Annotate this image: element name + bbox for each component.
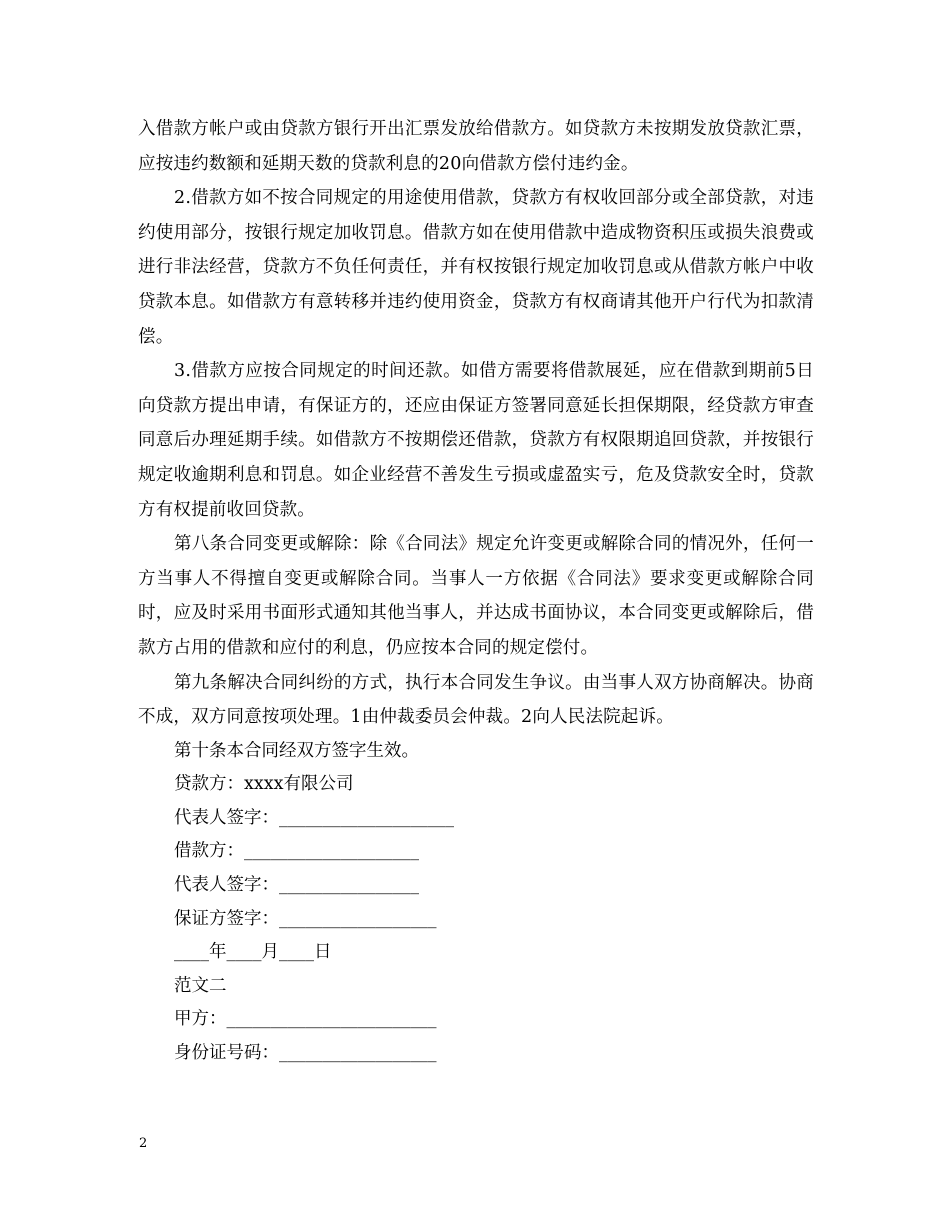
page-number: 2 [139,1136,148,1151]
paragraph-clause-3: 3.借款方应按合同规定的时间还款。如借方需要将借款展延，应在借款到期前5日向贷款方提出申请，有保证方的，还应由保证方签署同意延长担保期限，经贷款方审查同意后办理延期手续。如借款方不按期偿还借款，贷款方有权限期追回贷款，并按银行规定收逾期利息和罚息。如企业经营不善发生亏损或虚盈实亏，危及贷款安全时，贷款方有权提前收回贷款。 [138,361,814,520]
paragraph-clause-2: 2.借款方如不按合同规定的用途使用借款，贷款方有权收回部分或全部贷款，对违约使用部分，按银行规定加收罚息。借款方如在使用借款中造成物资积压或损失浪费或进行非法经营，贷款方不负任何责任，并有权按银行规定加收罚息或从借款方帐户中收贷款本息。如借款方有意转移并违约使用资金，贷款方有权商请其他开户行代为扣款清偿。 [138,188,814,347]
line-sample-two-heading: 范文二 [174,975,227,996]
line-article-10: 第十条本合同经双方签字生效。 [174,740,419,761]
paragraph-loan-disbursement: 入借款方帐户或由贷款方银行开出汇票发放给借款方。如贷款方未按期发放贷款汇票，应按违约数额和延期天数的贷款利息的20向借款方偿付违约金。 [138,119,814,174]
paragraph-article-9: 第九条解决合同纠纷的方式，执行本合同发生争议。由当事人双方协商解决。协商不成，双方同意按项处理。1由仲裁委员会仲裁。2向人民法院起诉。 [138,672,814,728]
line-party-a: 甲方：________________________ [174,1009,437,1030]
line-guarantor-signature: 保证方签字：__________________ [174,908,437,929]
document-body [138,112,814,1071]
line-lender: 贷款方：xxxx有限公司 [174,774,354,795]
line-borrower: 借款方：____________________ [174,841,419,862]
line-date: ____年____月____日 [174,942,332,963]
paragraph-article-8: 第八条合同变更或解除：除《合同法》规定允许变更或解除合同的情况外，任何一方当事人不得擅自变更或解除合同。当事人一方依据《合同法》要求变更或解除合同时，应及时采用书面形式通知其他当事人，并达成书面协议，本合同变更或解除后，借款方占用的借款和应付的利息，仍应按本合同的规定偿付。 [138,534,814,658]
line-borrower-rep-signature: 代表人签字：________________ [174,875,419,896]
line-id-number: 身份证号码：__________________ [174,1043,437,1064]
line-lender-rep-signature: 代表人签字：____________________ [174,807,454,828]
